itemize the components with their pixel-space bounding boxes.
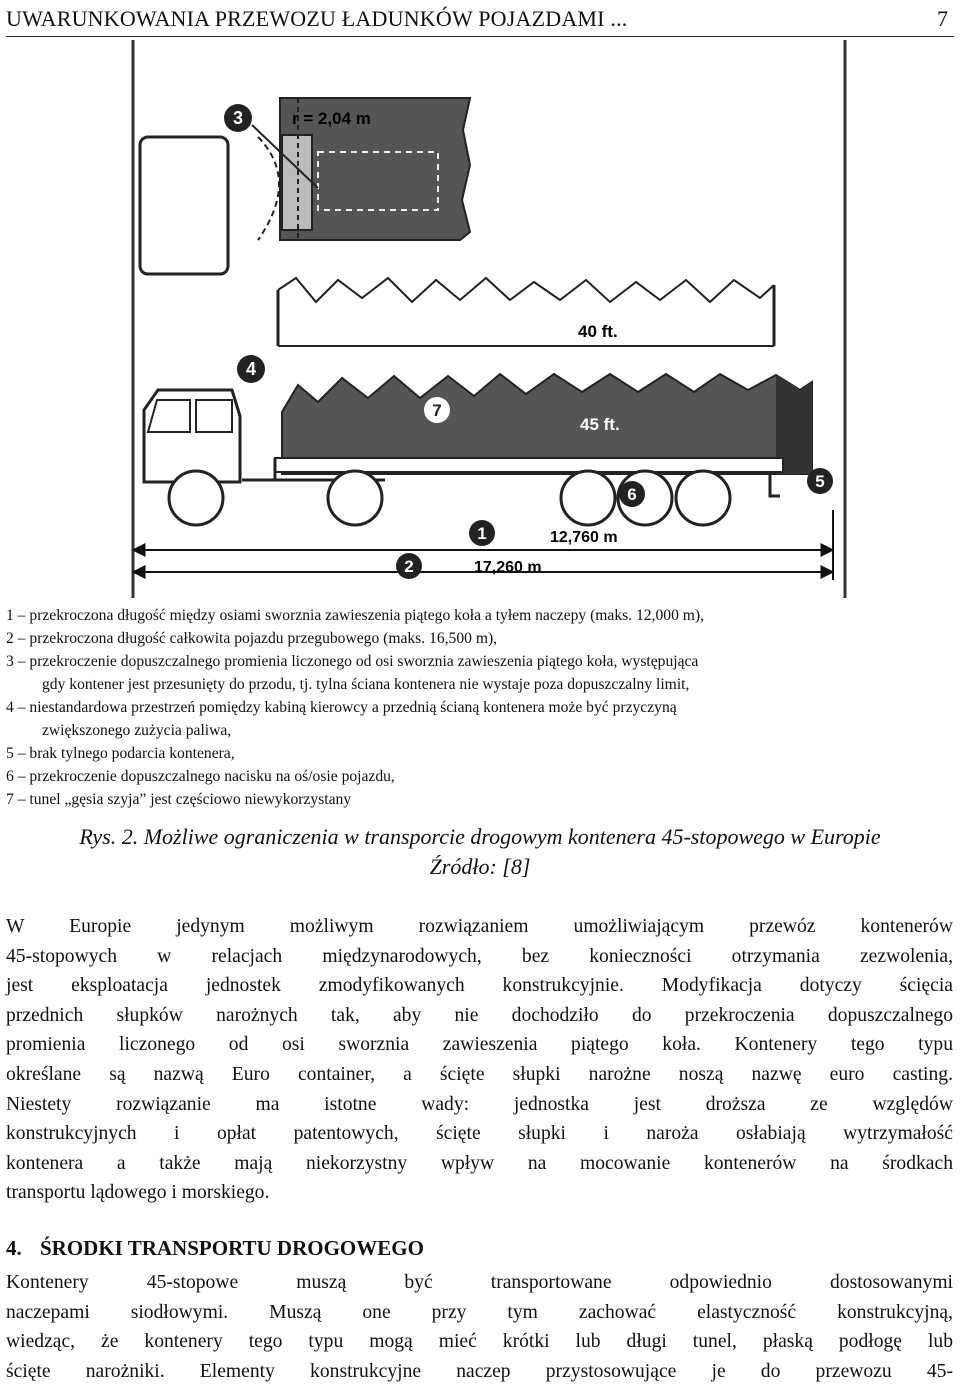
- text-line: wiedząc, że kontenery tego typu mogą mieć krótki lub długi tunel, płaską podłogę lub: [6, 1331, 953, 1353]
- marker-2: [396, 553, 422, 579]
- legend-item: 5 – brak tylnego podarcia kontenera,: [6, 745, 235, 762]
- figure-legend: [6, 604, 950, 811]
- legend-item: 2 – przekroczona długość całkowita pojazdu przegubowego (maks. 16,500 m),: [6, 630, 498, 647]
- dimension-2-label: 17,260 m: [474, 559, 542, 576]
- svg-text:4: 4: [245, 359, 257, 379]
- svg-text:1: 1: [477, 524, 487, 543]
- legend-item-continuation: zwiększonego zużycia paliwa,: [42, 722, 232, 739]
- svg-text:5: 5: [815, 472, 825, 491]
- svg-text:7: 7: [432, 401, 442, 420]
- legend-item: 6 – przekroczenie dopuszczalnego nacisku na oś/osie pojazdu,: [6, 768, 395, 785]
- legend-item: 4 – niestandardowa przestrzeń pomiędzy kabiną kierowcy a przednią ścianą kontenera może być przyczyną: [6, 699, 677, 716]
- section-title: ŚRODKI TRANSPORTU DROGOWEGO: [40, 1236, 424, 1260]
- text-line: konstrukcyjnych i opłat patentowych, ścięte słupki i naroża osłabiają wytrzymałość: [6, 1123, 953, 1145]
- marker-1: [469, 520, 495, 546]
- text-line: W Europie jedynym możliwym rozwiązaniem umożliwiającym przewóz kontenerów: [6, 916, 953, 937]
- text-line: transportu lądowego i morskiego.: [6, 1182, 270, 1204]
- legend-item: 1 – przekroczona długość między osiami sworznia zawieszenia piątego koła a tyłem naczepy (maks. 12,000 m),: [6, 607, 705, 624]
- marker-6: [619, 481, 645, 507]
- figure-source: Źródło: [8]: [429, 854, 531, 879]
- marker-5: [807, 468, 833, 494]
- text-line: kontenera a także mają niekorzystny wpływ na mocowanie kontenerów na środkach: [6, 1152, 953, 1174]
- running-title: UWARUNKOWANIA PRZEWOZU ŁADUNKÓW POJAZDAMI ...: [6, 6, 628, 31]
- page-header: [6, 4, 954, 37]
- body-paragraph-2: [6, 1268, 953, 1386]
- text-line: jest eksploatacja jednostek zmodyfikowanych konstrukcyjnie. Modyfikacja dotyczy ścięcia: [6, 975, 953, 997]
- svg-text:3: 3: [232, 108, 244, 128]
- text-line: przednich słupków narożnych tak, aby nie dochodziło do przekroczenia dopuszczalnego: [6, 1004, 953, 1026]
- legend-item: 3 – przekroczenie dopuszczalnego promienia liczonego od osi sworznia zawieszenia piątego koła, występująca: [6, 653, 699, 670]
- text-line: Niestety rozwiązanie ma istotne wady: jednostka jest droższa ze względów: [6, 1093, 953, 1115]
- container-40ft: [278, 278, 774, 346]
- truck-side-view: [144, 374, 812, 525]
- text-line: naczepami siodłowymi. Muszą one przy tym zachować elastyczność konstrukcyjną,: [6, 1301, 953, 1323]
- dimension-1-label: 12,760 m: [550, 529, 618, 546]
- marker-7: [424, 397, 450, 423]
- body-paragraph-1: [6, 912, 953, 1208]
- legend-item-continuation: gdy kontener jest przesunięty do przodu, tj. tylna ściana kontenera nie wystaje poza dopuszczalny limit,: [42, 676, 690, 693]
- figure-caption: Rys. 2. Możliwe ograniczenia w transporcie drogowym kontenera 45-stopowego w Europie: [79, 824, 881, 849]
- text-line: określane są nazwą Euro container, a ścięte słupki narożne noszą nazwę euro casting.: [6, 1063, 953, 1085]
- page-number: 7: [937, 6, 948, 31]
- length-40ft: 40 ft.: [578, 322, 618, 341]
- marker-3: [224, 104, 252, 132]
- text-line: 45-stopowych w relacjach międzynarodowych, bez konieczności otrzymania zezwolenia,: [6, 945, 953, 967]
- cab-top-view: [140, 137, 228, 274]
- radius-label: r = 2,04 m: [292, 109, 371, 128]
- marker-4: [237, 355, 265, 383]
- svg-text:2: 2: [404, 557, 414, 576]
- section-heading: [6, 1236, 424, 1261]
- legend-item: 7 – tunel „gęsia szyja” jest częściowo niewykorzystany: [6, 791, 352, 808]
- svg-text:6: 6: [627, 485, 637, 504]
- text-line: promienia liczonego od osi sworznia zawieszenia piątego koła. Kontenery tego typu: [6, 1034, 953, 1056]
- section-number: 4.: [6, 1236, 22, 1260]
- container-transport-figure: [0, 40, 960, 600]
- length-45ft: 45 ft.: [580, 415, 620, 434]
- text-line: ścięte narożniki. Elementy konstrukcyjne naczep przystosowujące je do przewozu 45-: [6, 1360, 953, 1382]
- text-line: Kontenery 45-stopowe muszą być transportowane odpowiednio dostosowanymi: [6, 1272, 953, 1293]
